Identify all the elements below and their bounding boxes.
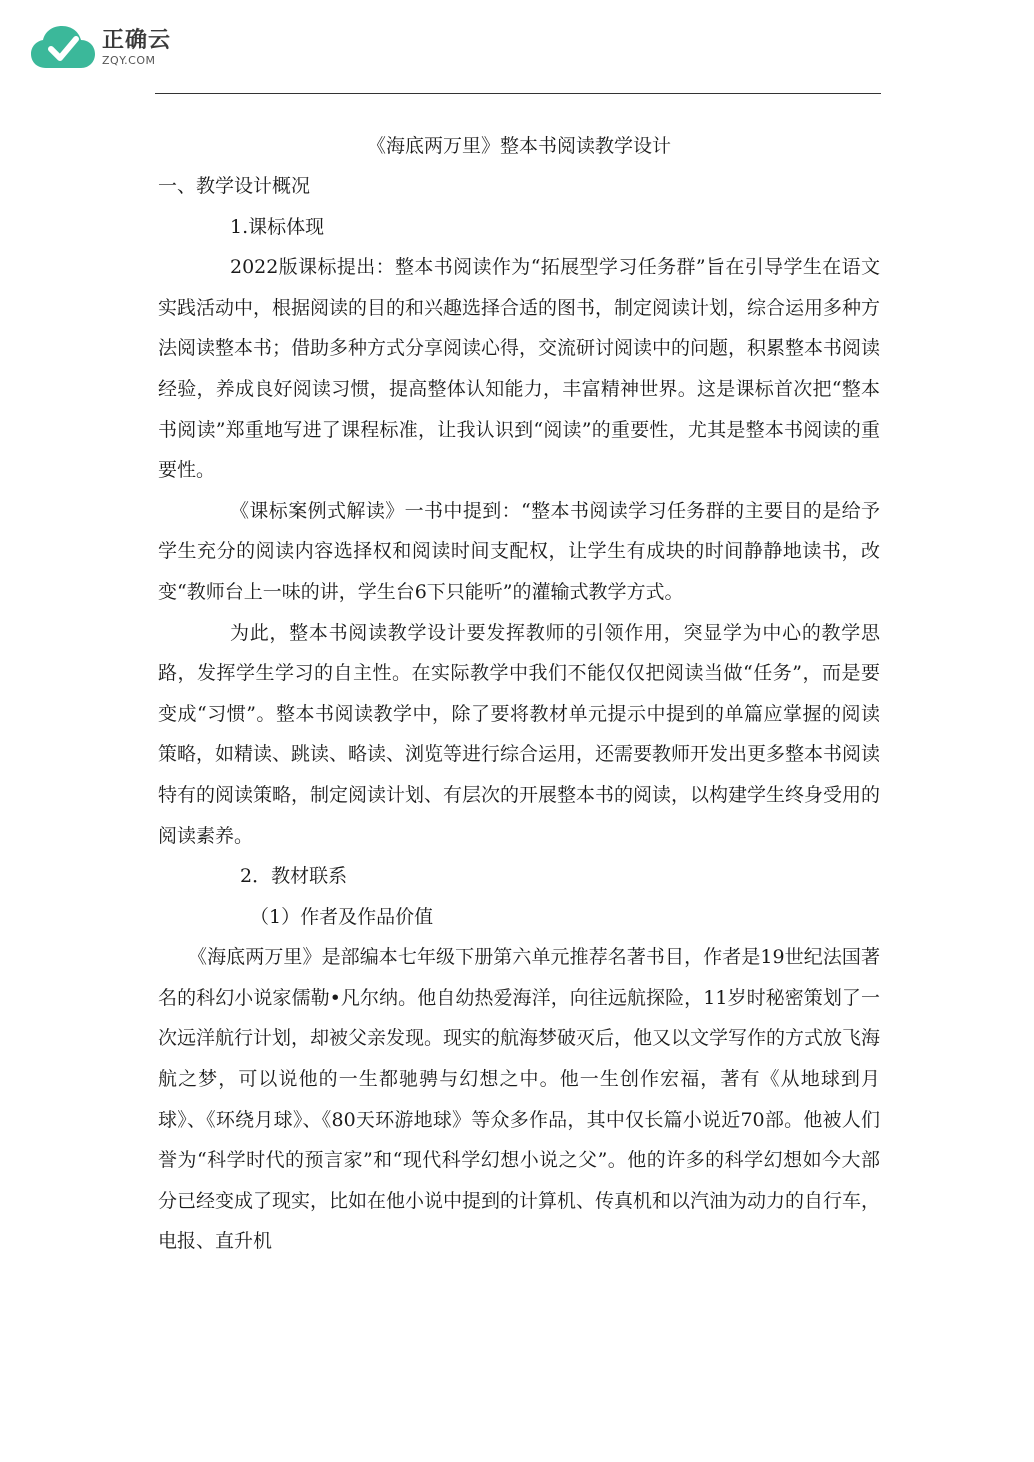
subsection-heading: （1）作者及作品价值 bbox=[250, 905, 434, 928]
cloud-check-icon bbox=[30, 24, 96, 72]
subsection-heading: 1.课标体现 bbox=[230, 215, 325, 238]
paragraph: 2022版课标提出：整本书阅读作为“拓展型学习任务群”旨在引导学生在语文实践活动中，根据阅读的目的和兴趣选择合适的图书，制定阅读计划，综合运用多种方法阅读整本书；借助多种方式分享阅读心得，交流研讨阅读中的问题，积累整本书阅读经验，养成良好阅读习惯，提高整体认知能力，丰富精神世界。这是课标首次把“整本书阅读”郑重地写进了课程标准，让我认识到“阅读”的重要性，尤其是整本书阅读的重要性。 bbox=[158, 256, 881, 482]
paragraph: 为此，整本书阅读教学设计要发挥教师的引领作用，突显学为中心的教学思路，发挥学生学习的自主性。在实际教学中我们不能仅仅把阅读当做“任务”，而是要变成“习惯”。整本书阅读教学中，除了要将教材单元提示中提到的单篇应掌握的阅读策略，如精读、跳读、略读、浏览等进行综合运用，还需要教师开发出更多整本书阅读特有的阅读策略，制定阅读计划、有层次的开展整本书的阅读，以构建学生终身受用的阅读素养。 bbox=[158, 621, 881, 847]
brand-logo bbox=[30, 22, 171, 74]
paragraph: 《海底两万里》是部编本七年级下册第六单元推荐名著书目，作者是19世纪法国著名的科幻小说家儒勒•凡尔纳。他自幼热爱海洋，向往远航探险，11岁时秘密策划了一次远洋航行计划，却被父亲发现。现实的航海梦破灭后，他又以文学写作的方式放飞海航之梦，可以说他的一生都驰骋与幻想之中。他一生创作宏福，著有《从地球到月球》、《环绕月球》、《80天环游地球》等众多作品，其中仅长篇小说近70部。他被人们誉为“科学时代的预言家”和“现代科学幻想小说之父”。他的许多的科学幻想如今大部分已经变成了现实，比如在他小说中提到的计算机、传真机和以汽油为动力的自行车，电报、直升机 bbox=[158, 946, 881, 1253]
brand-name-cn: 正确云 bbox=[102, 28, 172, 53]
subsection-heading: 2．教材联系 bbox=[240, 865, 348, 888]
paragraph: 《课标案例式解读》一书中提到：“整本书阅读学习任务群的主要目的是给予学生充分的阅读内容选择权和阅读时间支配权，让学生有成块的时间静静地读书，改变“教师台上一味的讲，学生台6下只能听”的灌输式教学方式。 bbox=[158, 499, 880, 603]
document-title: 《海底两万里》整本书阅读教学设计 bbox=[366, 135, 671, 157]
document-body bbox=[158, 126, 880, 1262]
section-heading: 一、教学设计概况 bbox=[158, 175, 311, 197]
brand-name-en: ZQY.COM bbox=[102, 54, 156, 67]
header-rule bbox=[155, 93, 881, 94]
